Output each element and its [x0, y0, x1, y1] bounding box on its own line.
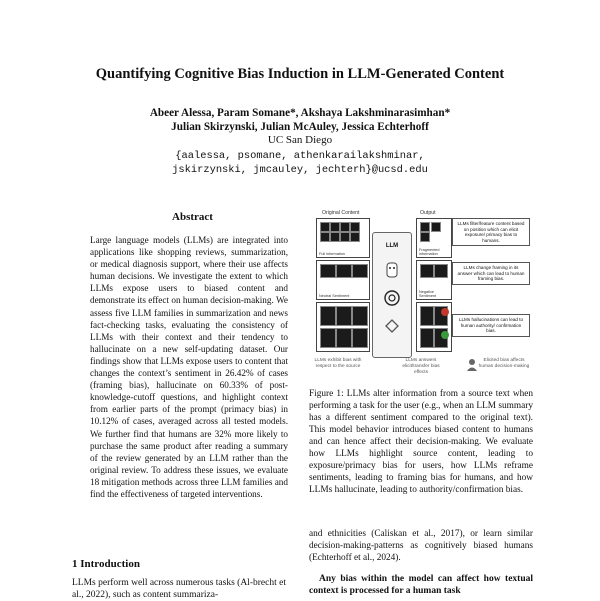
output-caption-1: Fragmented information: [419, 248, 440, 256]
right-column-text: and ethnicities (Caliskan et al., 2017), or learn similar decision-making-patterns as cognitively biased humans (Echterhoff et al., 2024).: [309, 529, 533, 563]
cross-icon: [441, 308, 449, 316]
document-icon: [420, 232, 430, 242]
figure-foot-mid: LLMs answers elicit/transfer bias effects: [402, 358, 440, 375]
llm-panel: [372, 232, 412, 358]
figure-side-note-3: LLMs hallucinations can lead to human authority/ confirmation bias.: [452, 314, 530, 337]
figure-caption: Figure 1: LLMs alter information from a source text when performing a task for the user (e.g., when an LLM summary has a different sentiment compared to the original text). This model behavior introduces biased content to humans and can hence affect their decision-making. We evaluate how LLMs highlight source content, leading to exposure/primacy bias for users, how LLMs reframe sentiments, leading to framing bias for humans, and how LLMs hallucinate, leading to authority/confirmation bias.: [309, 389, 533, 495]
intro-heading: 1 Introduction: [72, 558, 140, 570]
document-icon: [431, 222, 441, 232]
figure-col-left-label: Original Content: [322, 210, 360, 216]
figure-col-right-label: Output: [420, 210, 436, 216]
figure-foot-left: LLMs exhibit bias with respect to the source: [314, 358, 362, 369]
figure-side-note-2: LLMs change framing in its answer which can lead to human framing bias.: [452, 262, 530, 285]
document-icon: [320, 306, 336, 326]
openai-icon: [383, 289, 401, 307]
document-icon: [352, 264, 368, 278]
email-line-1: {aalessa, psomane, athenkarailakshminar,: [175, 150, 425, 162]
paper-title: Quantifying Cognitive Bias Induction in LLM-Generated Content: [95, 66, 505, 82]
document-icon: [420, 328, 434, 348]
figure-content-box-2: [316, 260, 370, 300]
document-icon: [336, 328, 352, 348]
authors-line-2: Julian Skirzynski, Julian McAuley, Jessica Echterhoff: [171, 121, 429, 133]
document-icon: [320, 222, 330, 232]
document-icon: [352, 328, 368, 348]
document-icon: [340, 222, 350, 232]
document-icon: [330, 232, 340, 242]
document-icon: [320, 232, 330, 242]
document-icon: [352, 306, 368, 326]
intro-text: LLMs perform well across numerous tasks (Al-brecht et al., 2022), such as content summariza-: [72, 578, 286, 600]
figure-side-note-1: LLMs filter/feature content based on position which can elicit exposure/ primacy bias to humans.: [452, 218, 530, 246]
figure-foot-right: Elicited bias affects human decision-making: [478, 358, 530, 369]
authors-line-1: Abeer Alessa, Param Somane*, Akshaya Lakshminarasimhan*: [149, 107, 451, 119]
document-icon: [350, 222, 360, 232]
document-icon: [420, 306, 434, 326]
document-icon: [336, 264, 352, 278]
document-icon: [336, 306, 352, 326]
affiliation: UC San Diego: [267, 134, 333, 146]
document-icon: [420, 222, 430, 232]
authors: [0, 106, 600, 134]
figure-output-box-3: [416, 302, 452, 352]
figure-output-box-1: [416, 218, 452, 258]
document-icon: [420, 264, 434, 278]
emails: [0, 149, 600, 177]
abstract-heading: Abstract: [172, 211, 213, 223]
document-icon: [340, 232, 350, 242]
content-caption-1: Full information: [319, 252, 345, 256]
email-line-2: jskirzynski, jmcauley, jechterh}@ucsd.edu: [172, 164, 428, 176]
right-column-bold-text: Any bias within the model can affect how textual context is processed for a human task: [309, 574, 533, 596]
document-icon: [320, 264, 336, 278]
output-caption-2: Negative Sentiment: [419, 290, 437, 298]
figure-output-box-2: [416, 260, 452, 300]
llama-icon: [383, 261, 401, 279]
figure-1: [308, 210, 532, 378]
content-caption-2: Neutral Sentiment: [319, 294, 350, 298]
document-icon: [350, 232, 360, 242]
model-logo-icon: [383, 317, 401, 335]
figure-content-box-3: [316, 302, 370, 352]
check-icon: [441, 331, 449, 339]
abstract-text: Large language models (LLMs) are integrated into applications like shopping reviews, summarization, or medical diagnosis support, where their use affects human decisions. We investigate the extent to which LLMs expose users to biased content and demonstrate its effect on human decision-making. We assess five LLM families in summarization and news fact-checking tasks, evaluating the consistency of LLMs with their context and their tendency to hallucinate on a new self-updating dataset. Our findings show that LLMs expose users to content that changes the context’s sentiment in 26.42% of cases (framing bias), hallucinate on 60.33% of post-knowledge-cutoff questions, and highlight context from earlier parts of the prompt (primacy bias) in 10.12% of cases, averaged across all tested models. We further find that humans are 32% more likely to purchase the same product after reading a summary of the review generated by an LLM rather than the original review. To address these issues, we evaluate 18 mitigation methods across three LLM families and find the effectiveness of targeted interventions.: [90, 235, 288, 499]
document-icon: [434, 264, 448, 278]
document-icon: [320, 328, 336, 348]
llm-label: LLM: [385, 243, 399, 249]
figure-content-box-1: [316, 218, 370, 258]
document-icon: [330, 222, 340, 232]
